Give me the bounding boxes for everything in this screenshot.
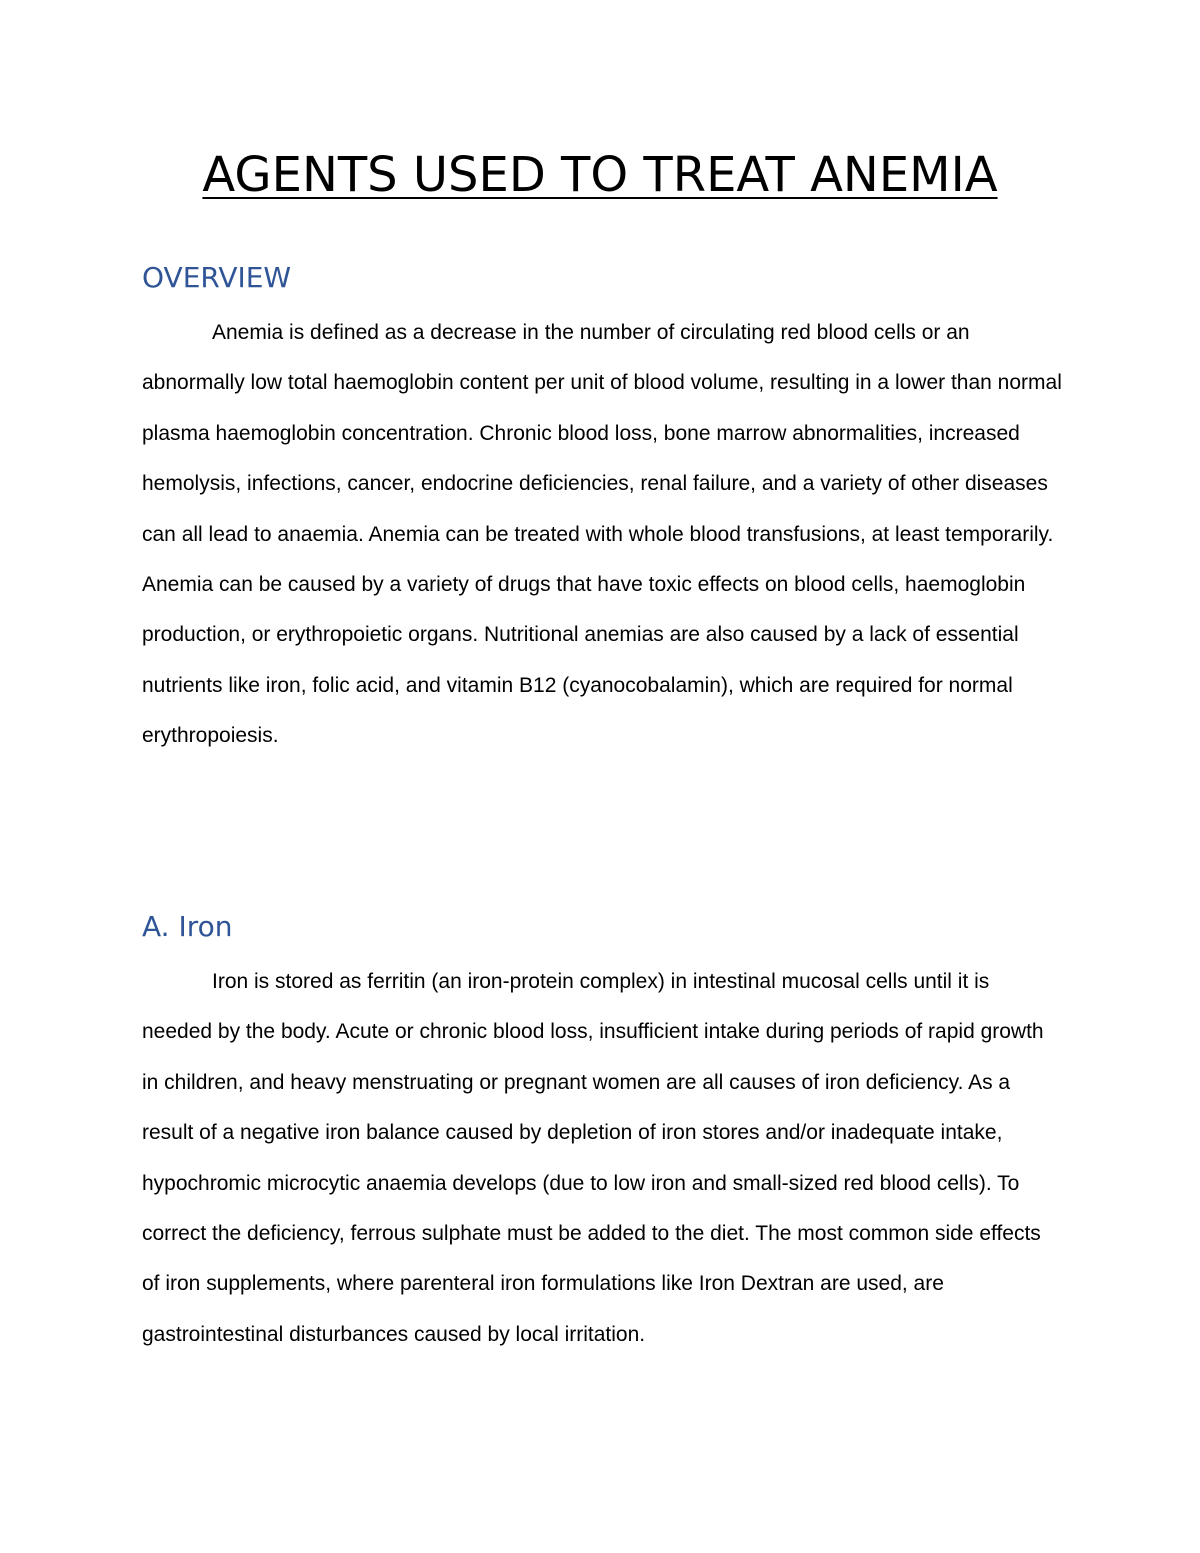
section-heading-iron: A. Iron [142, 910, 233, 943]
document-title-text: AGENTS USED TO TREAT ANEMIA [202, 147, 998, 203]
section-paragraph-iron: Iron is stored as ferritin (an iron-protein complex) in intestinal mucosal cells until it is needed by the body. Acute or chronic blood loss, insufficient intake during periods of rapid growth in children, and heavy menstruating or pregnant women are all causes of iron deficiency. As a result of a negative iron balance caused by depletion of iron stores and/or inadequate intake, hypochromic microcytic anaemia develops (due to low iron and small-sized red blood cells). To correct the deficiency, ferrous sulphate must be added to the diet. The most common side effects of iron supplements, where parenteral iron formulations like Iron Dextran are used, are gastrointestinal disturbances caused by local irritation. [142, 970, 1044, 1346]
section-heading-overview: OVERVIEW [142, 261, 292, 294]
section-paragraph-overview: Anemia is defined as a decrease in the number of circulating red blood cells or an abnormally low total haemoglobin content per unit of blood volume, resulting in a lower than normal plasma haemoglobin concentration. Chronic blood loss, bone marrow abnormalities, increased hemolysis, infections, cancer, endocrine deficiencies, renal failure, and a variety of other diseases can all lead to anaemia. Anemia can be treated with whole blood transfusions, at least temporarily. Anemia can be caused by a variety of drugs that have toxic effects on blood cells, haemoglobin production, or erythropoietic organs. Nutritional anemias are also caused by a lack of essential nutrients like iron, folic acid, and vitamin B12 (cyanocobalamin), which are required for normal erythropoiesis. [142, 321, 1062, 748]
document-title [0, 140, 1200, 210]
